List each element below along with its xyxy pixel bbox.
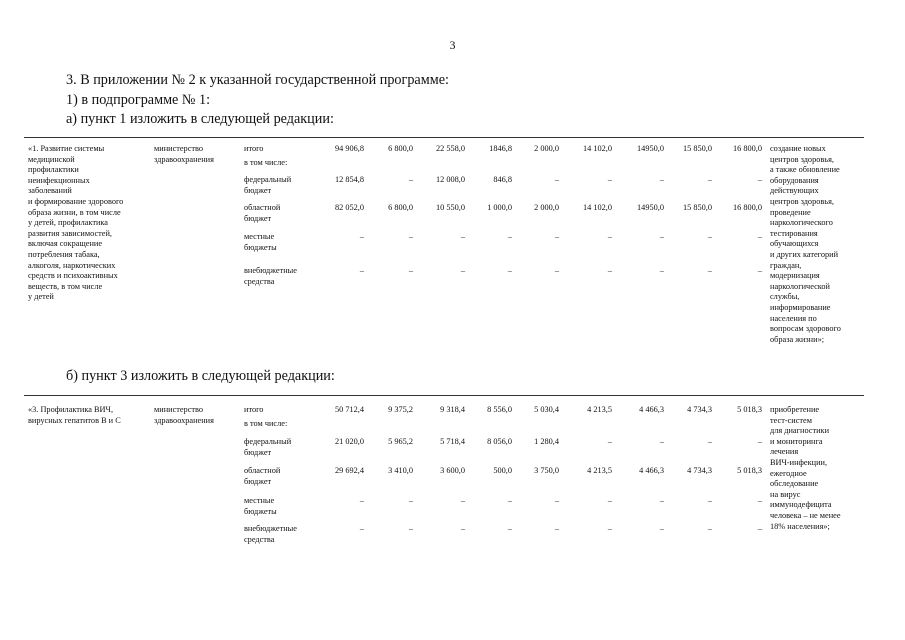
funding-value-cell: 16 800,0 [732,144,762,153]
funding-value-cell: – [460,232,465,241]
funding-source-label: итого [244,405,264,414]
funding-value-cell: 12 008,0 [435,175,465,184]
funding-value-cell: 50 712,4 [334,405,364,414]
funding-value-cell: 846,8 [493,175,512,184]
funding-value-cell: – [359,496,364,505]
executor-cell: министерство здравоохранения [154,144,214,164]
funding-value-cell: – [554,266,559,275]
funding-value-cell: 9 318,4 [440,405,465,414]
funding-value-cell: 6 800,0 [388,203,413,212]
funding-value-cell: – [507,496,512,505]
funding-value-cell: 21 020,0 [334,437,364,446]
funding-value-cell: – [554,175,559,184]
funding-value-cell: – [460,496,465,505]
funding-value-cell: – [408,175,413,184]
paragraph-item-1: а) пункт 1 изложить в следующей редакции: [66,111,334,127]
funding-value-cell: – [757,266,762,275]
funding-value-cell: 8 056,0 [487,437,512,446]
funding-value-cell: – [607,496,612,505]
funding-value-cell: – [607,437,612,446]
funding-value-cell: – [607,266,612,275]
funding-value-cell: 4 734,3 [687,466,712,475]
funding-source-label: областной бюджет [244,203,281,223]
funding-value-cell: – [757,496,762,505]
funding-value-cell: – [757,175,762,184]
funding-value-cell: 1 000,0 [487,203,512,212]
funding-value-cell: 500,0 [493,466,512,475]
funding-value-cell: 3 410,0 [388,466,413,475]
funding-value-cell: 14 102,0 [582,203,612,212]
funding-value-cell: 3 600,0 [440,466,465,475]
funding-value-cell: 82 052,0 [334,203,364,212]
funding-source-label: в том числе: [244,158,288,167]
funding-value-cell: 94 906,8 [334,144,364,153]
item-name-cell: «1. Развитие системы медицинской профилактики неинфекционных заболеваний и формирование здорового образа жизни, в том числе у детей, профилактика развития зависимостей, включая сокращение потребления табака, алкоголя, наркотических средств и психоактивных веществ, в том числе у детей [28,144,124,302]
funding-value-cell: 15 850,0 [682,144,712,153]
funding-value-cell: – [707,175,712,184]
funding-value-cell: 1 280,4 [534,437,559,446]
funding-value-cell: – [408,524,413,533]
funding-value-cell: – [757,232,762,241]
funding-value-cell: – [707,524,712,533]
funding-value-cell: 14950,0 [637,144,664,153]
funding-source-label: местные бюджеты [244,232,277,252]
funding-value-cell: – [707,496,712,505]
funding-value-cell: 12 854,8 [334,175,364,184]
funding-value-cell: 5 018,3 [737,466,762,475]
expected-result-cell: создание новых центров здоровья, а также обновление оборудования действующих центров здоровья, проведение наркологического тестирования обучающихся и других категорий граждан, модернизация наркологической службы, информирование населения по вопросам здорового образа жизни»; [770,144,841,344]
expected-result-cell: приобретение тест-систем для диагностики и мониторинга лечения ВИЧ-инфекции, ежегодное обследование на вирус иммунодефицита человека – не менее 18% населения»; [770,405,841,531]
funding-value-cell: 4 466,3 [639,466,664,475]
funding-value-cell: – [408,496,413,505]
funding-source-label: федеральный бюджет [244,175,292,195]
funding-value-cell: 4 734,3 [687,405,712,414]
funding-value-cell: – [757,437,762,446]
funding-value-cell: – [554,496,559,505]
funding-value-cell: 4 213,5 [587,405,612,414]
funding-value-cell: – [659,266,664,275]
funding-value-cell: 5 018,3 [737,405,762,414]
funding-source-label: областной бюджет [244,466,281,486]
funding-value-cell: – [659,175,664,184]
funding-source-label: в том числе: [244,419,288,428]
item-name-cell: «3. Профилактика ВИЧ, вирусных гепатитов В и С [28,405,121,425]
funding-value-cell: – [707,437,712,446]
funding-value-cell: – [707,232,712,241]
funding-value-cell: 16 800,0 [732,203,762,212]
funding-value-cell: – [507,232,512,241]
funding-value-cell: 14950,0 [637,203,664,212]
funding-value-cell: 1846,8 [489,144,512,153]
funding-source-label: итого [244,144,264,153]
funding-value-cell: – [359,266,364,275]
program-table-item-1 [24,137,864,358]
funding-value-cell: 5 718,4 [440,437,465,446]
funding-value-cell: – [554,524,559,533]
funding-value-cell: 14 102,0 [582,144,612,153]
funding-value-cell: – [408,232,413,241]
program-table-item-3 [24,395,864,556]
funding-value-cell: 2 000,0 [534,203,559,212]
funding-value-cell: – [659,437,664,446]
funding-value-cell: 9 375,2 [388,405,413,414]
funding-value-cell: 3 750,0 [534,466,559,475]
funding-value-cell: – [659,232,664,241]
funding-source-label: внебюджетные средства [244,524,297,544]
funding-value-cell: – [757,524,762,533]
executor-cell: министерство здравоохранения [154,405,214,425]
funding-value-cell: 2 000,0 [534,144,559,153]
funding-value-cell: 4 213,5 [587,466,612,475]
funding-value-cell: 5 030,4 [534,405,559,414]
funding-source-label: местные бюджеты [244,496,277,516]
funding-value-cell: – [507,266,512,275]
funding-value-cell: 15 850,0 [682,203,712,212]
funding-value-cell: – [554,232,559,241]
funding-value-cell: – [359,524,364,533]
paragraph-item-3: б) пункт 3 изложить в следующей редакции: [66,368,335,384]
funding-value-cell: 10 550,0 [435,203,465,212]
funding-value-cell: – [359,232,364,241]
funding-value-cell: 22 558,0 [435,144,465,153]
funding-value-cell: – [460,266,465,275]
funding-value-cell: – [408,266,413,275]
funding-value-cell: – [507,524,512,533]
funding-value-cell: 4 466,3 [639,405,664,414]
funding-source-label: внебюджетные средства [244,266,297,286]
funding-source-label: федеральный бюджет [244,437,292,457]
funding-value-cell: 8 556,0 [487,405,512,414]
funding-value-cell: – [707,266,712,275]
funding-value-cell: – [607,524,612,533]
funding-value-cell: – [607,175,612,184]
funding-value-cell: – [460,524,465,533]
funding-value-cell: 5 965,2 [388,437,413,446]
page-number: 3 [449,38,456,52]
funding-value-cell: – [659,496,664,505]
funding-value-cell: – [607,232,612,241]
paragraph-appendix: 3. В приложении № 2 к указанной государственной программе: [66,72,449,88]
funding-value-cell: – [659,524,664,533]
funding-value-cell: 29 692,4 [334,466,364,475]
funding-value-cell: 6 800,0 [388,144,413,153]
paragraph-subprogram: 1) в подпрограмме № 1: [66,92,211,108]
